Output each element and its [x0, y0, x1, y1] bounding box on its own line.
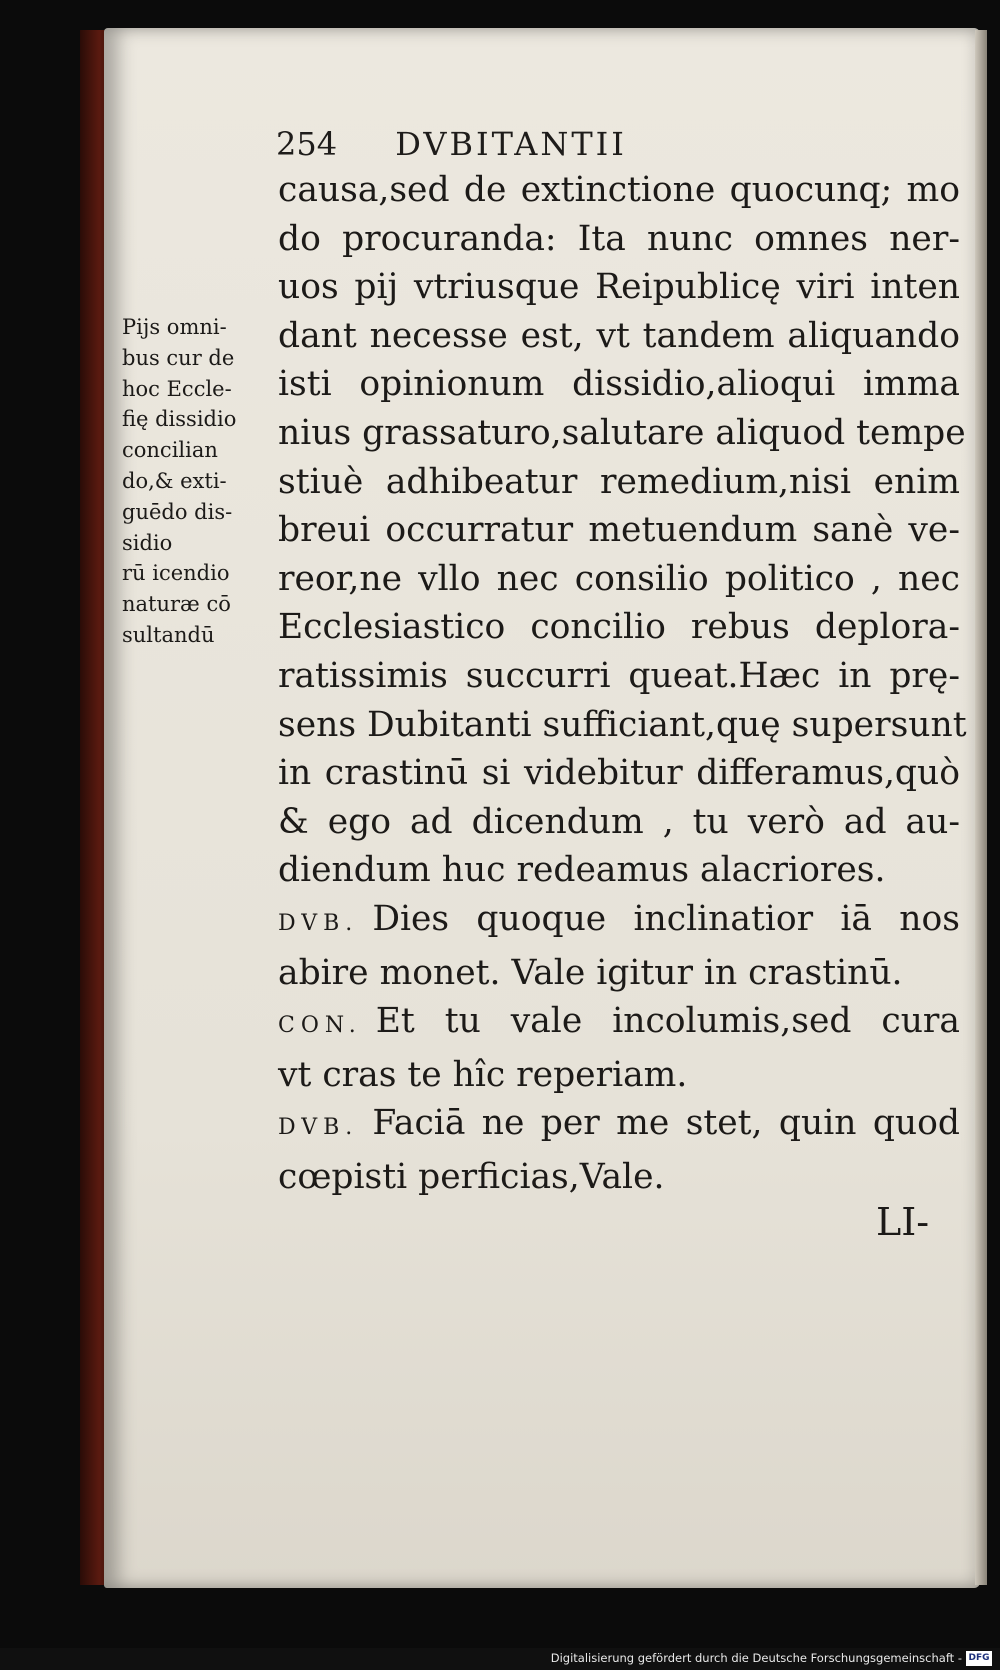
- marginal-note: [122, 312, 272, 651]
- dialogue-line: [278, 1099, 960, 1153]
- footer-credit: Digitalisierung gefördert durch die Deutsche Forschungsgemeinschaft -: [550, 1651, 962, 1665]
- marginal-note-line: fię dissidio: [122, 407, 237, 432]
- text-line: & ego ad dicendum , tu verò ad au-: [278, 801, 960, 842]
- marginal-note-line: hoc Eccle-: [122, 376, 232, 401]
- text-line: in crastinū si videbitur differamus,quò: [278, 753, 960, 794]
- running-title: DVBITANTII: [395, 125, 627, 163]
- text-line: causa,sed de extinctione quocunq; mo: [278, 170, 960, 210]
- dialogue-text: Et tu vale incolumis,sed cura: [375, 1001, 960, 1042]
- text-line: uos pij vtriusque Reipublicę viri inten: [278, 267, 960, 308]
- text-line: do procuranda: Ita nunc omnes ner-: [278, 218, 960, 259]
- marginal-note-line: bus cur de: [122, 345, 235, 370]
- text-line: ratissimis succurri queat.Hæc in prę-: [278, 655, 960, 696]
- body-text: [278, 166, 967, 1201]
- text-line: abire monet. Vale igitur in crastinū.: [278, 952, 903, 993]
- marginal-note-line: sidio: [122, 530, 173, 555]
- speaker-label: CON.: [278, 1013, 362, 1039]
- marginal-note-line: Pijs omni-: [122, 315, 227, 339]
- text-line: dant necesse est, vt tandem aliquando: [278, 315, 960, 356]
- dialogue-text: Faciā ne per me stet, quin quod: [372, 1103, 960, 1144]
- marginal-note-line: naturæ cō: [122, 592, 231, 617]
- dfg-logo-icon: DFG: [966, 1651, 992, 1666]
- text-line: isti opinionum dissidio,alioqui imma: [278, 364, 960, 405]
- speaker-label: DVB.: [278, 910, 359, 936]
- page-right-edge: [975, 30, 987, 1585]
- marginal-note-line: guēdo dis-: [122, 499, 233, 524]
- speaker-label: DVB.: [278, 1115, 359, 1141]
- marginal-note-line: sultandū: [122, 622, 215, 647]
- dialogue-text: Dies quoque inclinatior iā nos: [372, 898, 960, 939]
- text-line: diendum huc redeamus alacriores.: [278, 850, 886, 891]
- page-number: 254: [276, 125, 338, 163]
- text-line: Ecclesiastico concilio rebus deplora-: [278, 607, 960, 648]
- text-line: nius grassaturo,salutare aliquod tempe: [278, 412, 966, 453]
- text-line: vt cras te hîc reperiam.: [278, 1054, 688, 1095]
- text-line: stiuè adhibeatur remedium,nisi enim: [278, 461, 960, 502]
- text-line: sens Dubitanti sufficiant,quę supersunt: [278, 704, 967, 745]
- marginal-note-line: concilian: [122, 438, 218, 463]
- page-header: [276, 125, 627, 163]
- text-line: reor,ne vllo nec consilio politico , nec: [278, 558, 960, 599]
- dialogue-line: [278, 895, 960, 949]
- text-line: breui occurratur metuendum sanè ve-: [278, 510, 960, 551]
- text-line: cœpisti perficias,Vale.: [278, 1156, 665, 1197]
- marginal-note-line: rū icendio: [122, 561, 230, 586]
- catchword: LI-: [876, 1200, 930, 1244]
- marginal-note-line: do,& exti-: [122, 468, 227, 493]
- dialogue-line: [278, 997, 960, 1051]
